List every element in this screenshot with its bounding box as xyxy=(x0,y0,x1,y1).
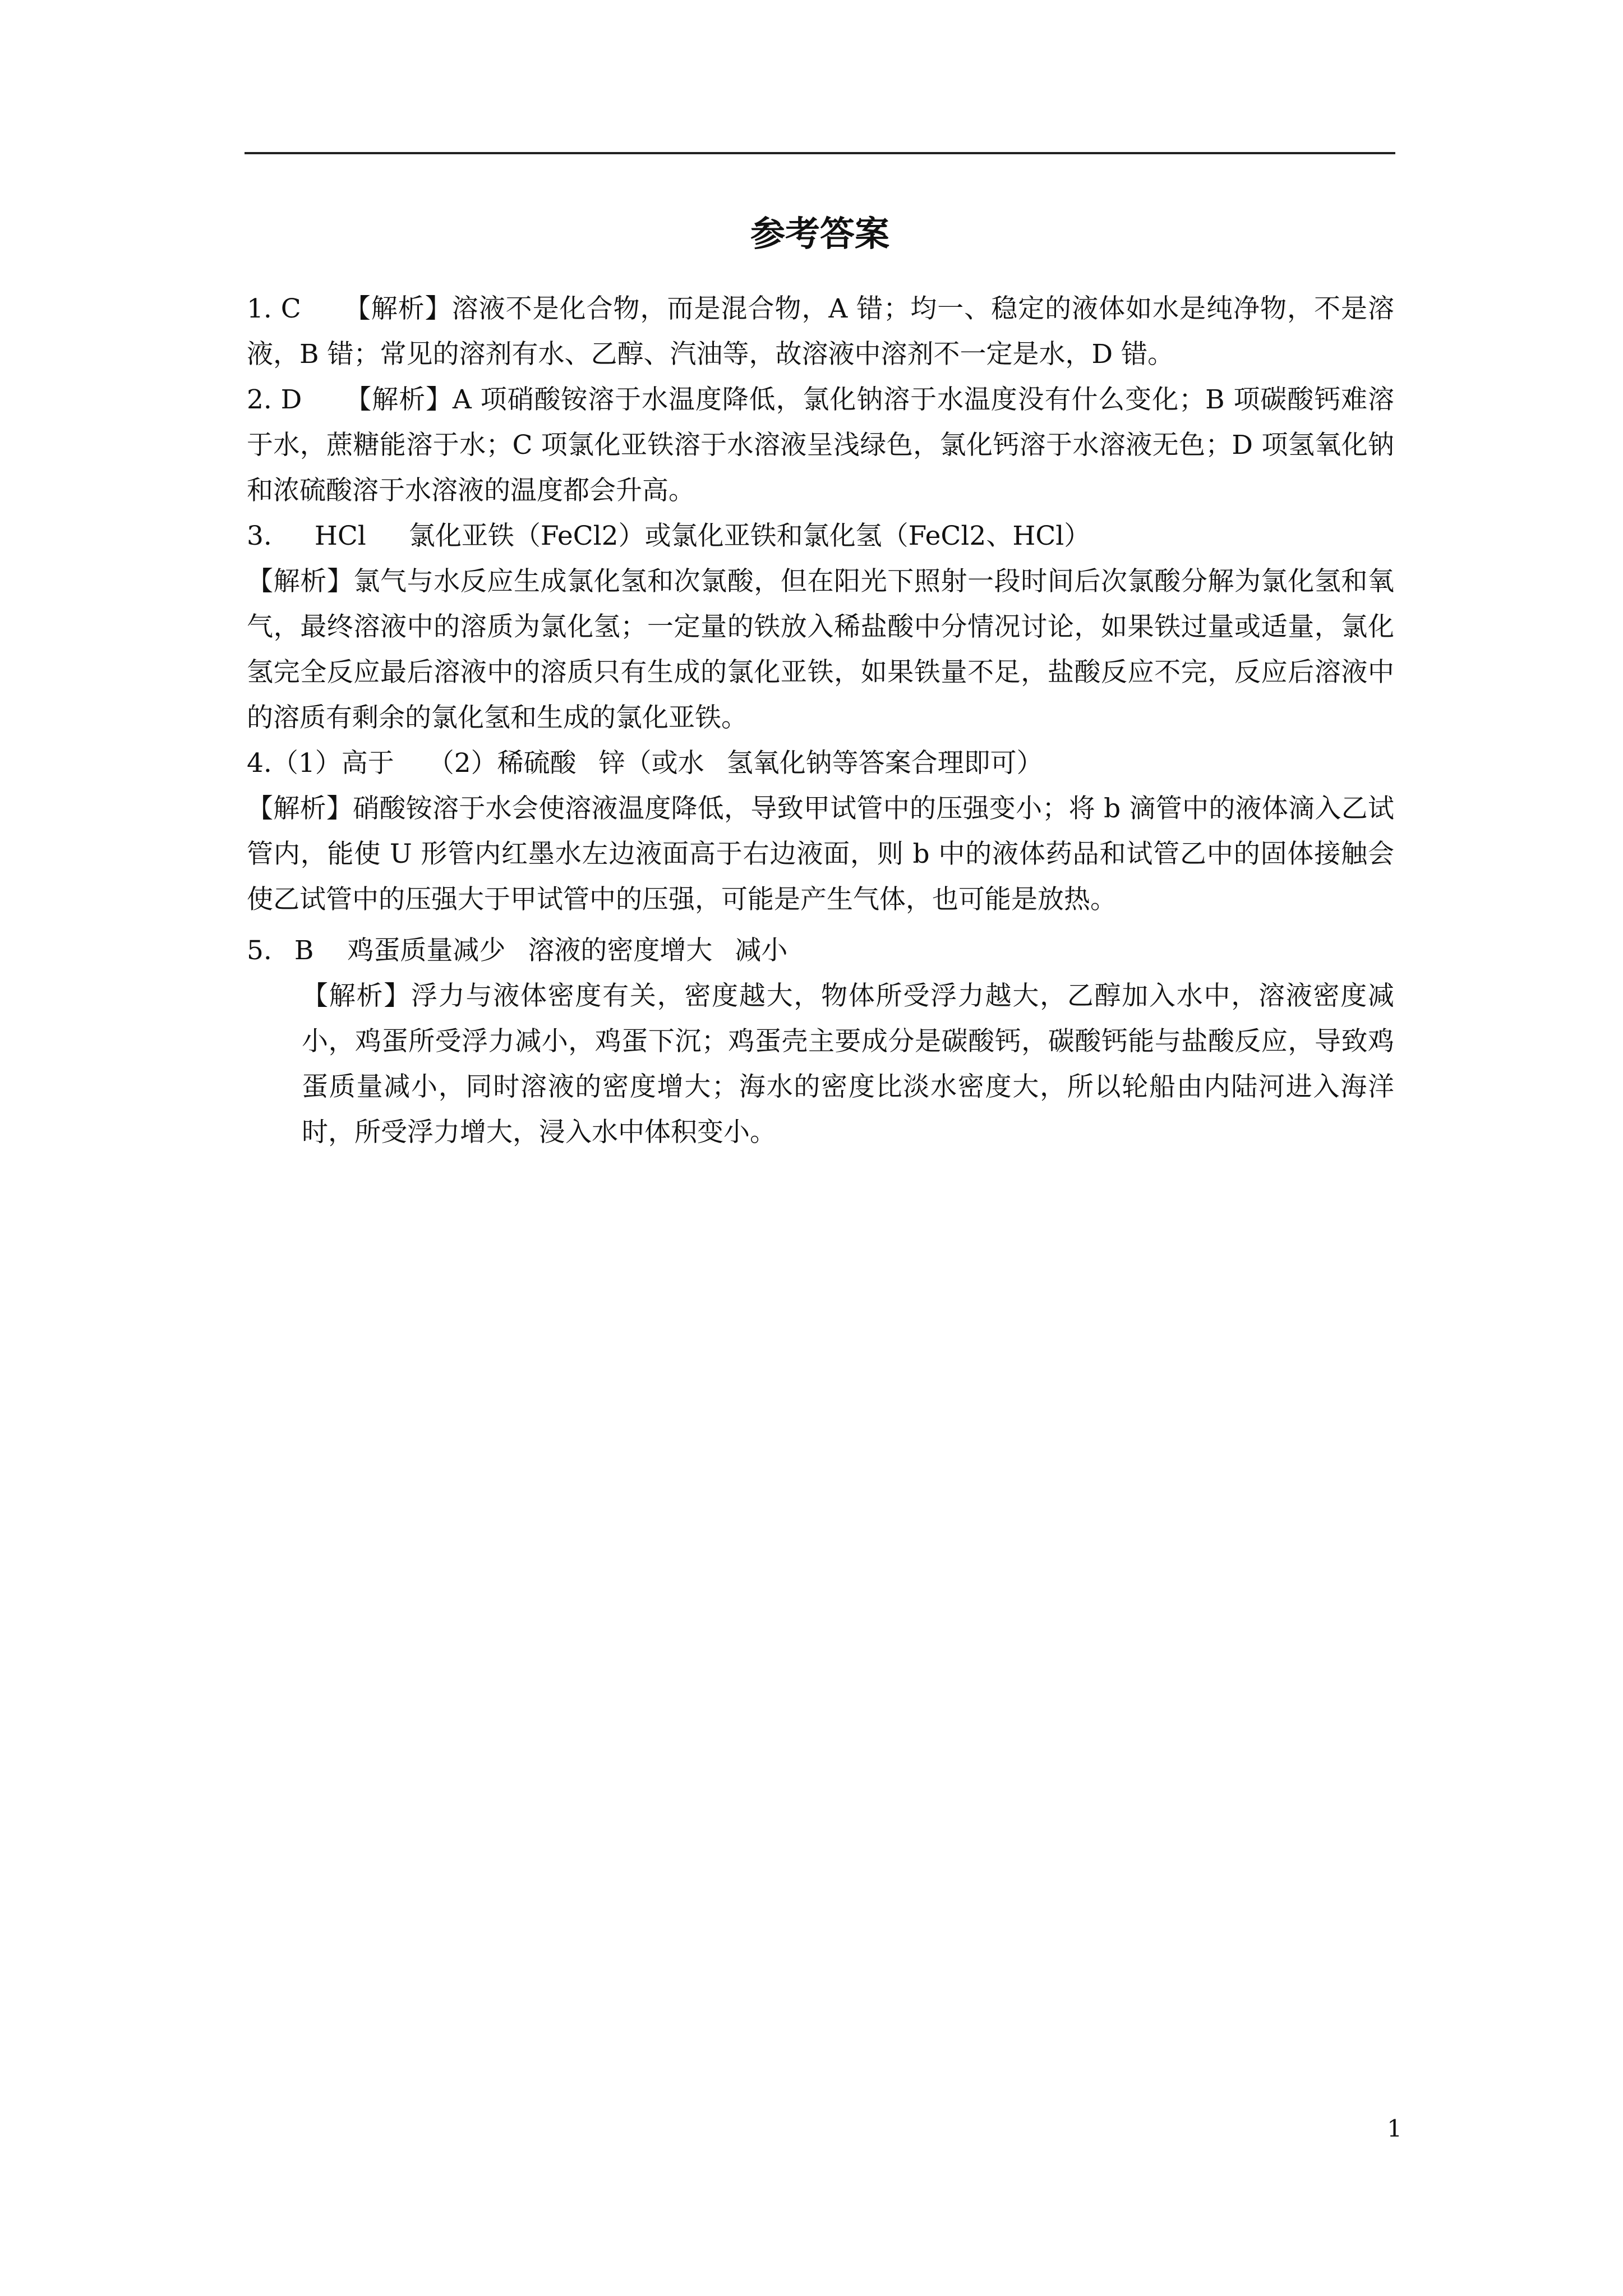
answer-3-ans1: HCl xyxy=(314,521,366,551)
answer-5 xyxy=(247,928,1394,973)
answer-3-analysis-para xyxy=(247,559,1394,740)
answer-4-head: 4.（1）高于 xyxy=(247,748,394,779)
answer-5-ans1: B xyxy=(294,935,314,966)
answer-5-head: 5. xyxy=(247,935,272,966)
header-rule xyxy=(245,152,1395,154)
answer-1-analysis: 【解析】溶液不是化合物，而是混合物，A 错；均一、稳定的液体如水是纯净物，不是溶液，B 错；常见的溶剂有水、乙醇、汽油等，故溶液中溶剂不一定是水，D 错。 xyxy=(247,293,1394,370)
answer-2 xyxy=(247,377,1394,513)
answer-1 xyxy=(247,286,1394,377)
answer-5-analysis: 【解析】浮力与液体密度有关，密度越大，物体所受浮力越大，乙醇加入水中，溶液密度减小，鸡蛋所受浮力减小，鸡蛋下沉；鸡蛋壳主要成分是碳酸钙，碳酸钙能与盐酸反应，导致鸡蛋质量减小，同时溶液的密度增大；海水的密度比淡水密度大，所以轮船由内陆河进入海洋时，所受浮力增大，浸入水中体积变小。 xyxy=(302,981,1394,1148)
answer-3-analysis: 【解析】氯气与水反应生成氯化氢和次氯酸，但在阳光下照射一段时间后次氯酸分解为氯化氢和氧气，最终溶液中的溶质为氯化氢；一定量的铁放入稀盐酸中分情况讨论，如果铁过量或适量，氯化氢完全反应最后溶液中的溶质只有生成的氯化亚铁，如果铁量不足，盐酸反应不完，反应后溶液中的溶质有剩余的氯化氢和生成的氯化亚铁。 xyxy=(247,566,1394,733)
answer-4-ans2: 锌（或水 xyxy=(598,748,704,779)
answer-2-head: 2. D xyxy=(247,384,302,415)
answer-4 xyxy=(247,740,1394,786)
answer-4-analysis-para xyxy=(247,786,1394,922)
answer-5-analysis-para xyxy=(247,973,1394,1155)
answer-5-ans3: 溶液的密度增大 xyxy=(528,935,713,966)
answer-body xyxy=(247,286,1394,1155)
page-number: 1 xyxy=(1387,2115,1402,2142)
answer-1-head: 1. C xyxy=(247,293,301,324)
answer-5-ans2: 鸡蛋质量减少 xyxy=(347,935,506,966)
answer-3 xyxy=(247,513,1394,559)
answer-2-analysis: 【解析】A 项硝酸铵溶于水温度降低，氯化钠溶于水温度没有什么变化；B 项碳酸钙难溶于水，蔗糖能溶于水；C 项氯化亚铁溶于水溶液呈浅绿色，氯化钙溶于水溶液无色；D 项氢氧化钠和浓硫酸溶于水溶液的温度都会升高。 xyxy=(247,384,1395,506)
answer-4-ans1: （2）稀硫酸 xyxy=(427,748,577,779)
answer-4-ans3: 氢氧化钠等答案合理即可） xyxy=(726,748,1043,779)
page-title: 参考答案 xyxy=(750,213,889,254)
spacer xyxy=(247,922,1394,928)
answer-5-ans4: 减小 xyxy=(735,935,788,966)
answer-3-head: 3. xyxy=(247,521,272,551)
answer-3-ans2: 氯化亚铁（FeCl2）或氯化亚铁和氯化氢（FeCl2、HCl） xyxy=(408,521,1091,551)
answer-4-analysis: 【解析】硝酸铵溶于水会使溶液温度降低，导致甲试管中的压强变小；将 b 滴管中的液体滴入乙试管内，能使 U 形管内红墨水左边液面高于右边液面，则 b 中的液体药品和试管乙中的固体接触会使乙试管中的压强大于甲试管中的压强，可能是产生气体，也可能是放热。 xyxy=(247,793,1394,915)
